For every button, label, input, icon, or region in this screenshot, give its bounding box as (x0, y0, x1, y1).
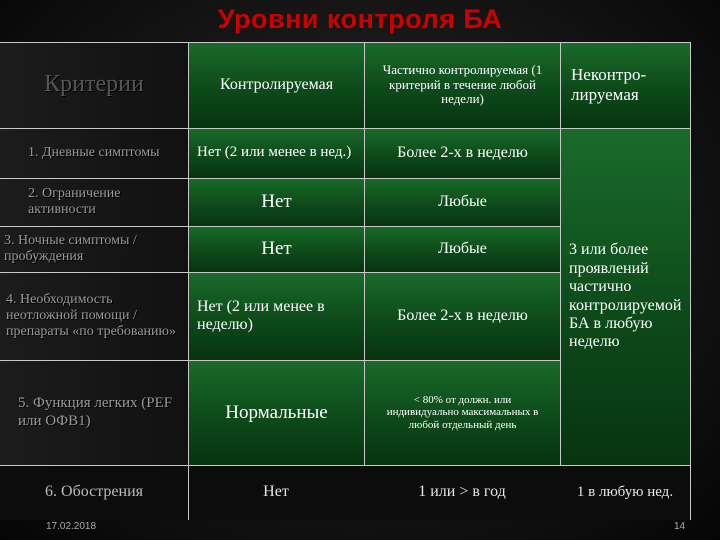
criterion-activity-limitation: 2. Ограничение активности (0, 178, 188, 226)
partial-row-4: Более 2-х в неделю (364, 272, 560, 360)
criterion-exacerbations: 6. Обострения (0, 465, 188, 520)
header-partial: Частично контролируемая (1 критерий в течение любой недели) (364, 42, 560, 128)
row-divider (0, 178, 560, 179)
row-divider (0, 360, 560, 361)
row-divider (0, 272, 560, 273)
controlled-row-2: Нет (188, 178, 364, 226)
controlled-row-4: Нет (2 или менее в неделю) (188, 272, 364, 360)
slide-title: Уровни контроля БА (217, 4, 503, 34)
header-controlled: Контролируемая (188, 42, 364, 128)
partial-row-1: Более 2-х в неделю (364, 128, 560, 178)
controlled-row-3: Нет (188, 226, 364, 272)
header-criteria: Критерии (0, 42, 188, 128)
partial-row-5: < 80% от должн. или индивидуально максимальных в любой отдельный день (364, 360, 560, 465)
partial-row-2: Любые (364, 178, 560, 226)
header-uncontrolled: Неконтро-лируемая (560, 42, 690, 128)
uncontrolled-row-6: 1 в любую нед. (560, 465, 690, 520)
uncontrolled-merged: 3 или более проявлений частично контролируемой БА в любую неделю (560, 128, 690, 465)
column-divider (364, 42, 365, 465)
criterion-emergency-help: 4. Необходимость неотложной помощи / препараты «по требованию» (0, 272, 188, 360)
header-bottom-border (0, 128, 690, 129)
criterion-daytime-symptoms: 1. Дневные симптомы (0, 128, 188, 178)
table-right-border (690, 42, 691, 520)
controlled-row-5: Нормальные (188, 360, 364, 465)
column-divider (188, 42, 189, 520)
partial-row-3: Любые (364, 226, 560, 272)
page-number: 14 (674, 521, 686, 532)
column-divider (560, 42, 561, 465)
row-divider (0, 226, 560, 227)
criterion-night-symptoms: 3. Ночные симптомы / пробуждения (0, 226, 188, 272)
footer-date: 17.02.2018 (46, 521, 97, 532)
table-top-border (0, 42, 690, 43)
partial-row-6: 1 или > в год (364, 465, 560, 520)
control-levels-table (0, 42, 720, 520)
criterion-lung-function: 5. Функция легких (PEF или ОФВ1) (0, 360, 188, 465)
controlled-row-1: Нет (2 или менее в нед.) (188, 128, 364, 178)
controlled-row-6: Нет (188, 465, 364, 520)
row-divider (0, 465, 690, 466)
